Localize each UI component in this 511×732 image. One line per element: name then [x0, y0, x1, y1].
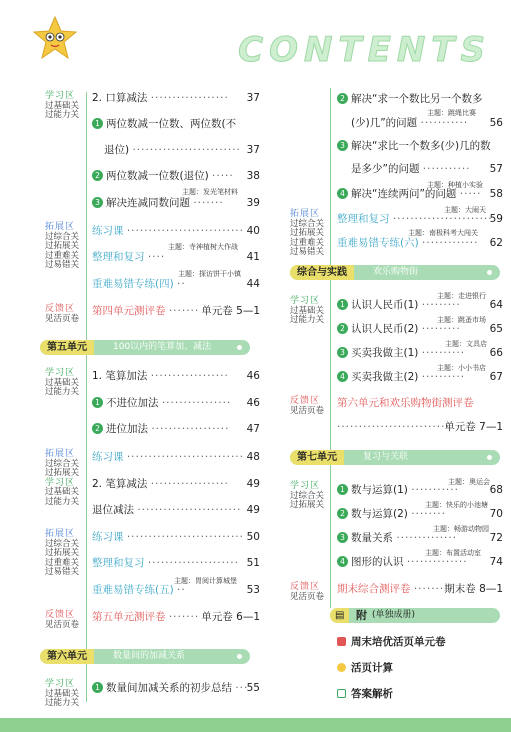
zone-extend: 拓展区 过综合关 过拓展关 过重难关 过易错关 — [45, 529, 80, 577]
theme-note: 主题：文具店 — [445, 340, 487, 348]
appendix-header[interactable]: ▤ 附 (单独成册) — [330, 608, 500, 623]
left-divider — [86, 92, 87, 702]
appendix-item[interactable]: 周末培优活页单元卷 — [337, 636, 503, 648]
theme-note: 主题：种植小实验 — [427, 181, 483, 189]
toc-entry[interactable]: (少)几”的问题 ··········· 56 — [351, 117, 503, 129]
zone-study: 学习区 过综合关 过拓展关 — [290, 481, 325, 510]
toc-entry[interactable]: 3 解决连减同数问题 ······· 39 — [92, 197, 260, 209]
toc-entry[interactable]: 第五单元测评卷 ······· 单元卷 6—1 — [92, 611, 260, 623]
toc-entry[interactable]: 2 两位数减一位数(退位) ····· 38 — [92, 170, 260, 182]
toc-entry[interactable]: 1 数量间加减关系的初步总结 ··· 55 — [92, 682, 260, 694]
zone-extend: 拓展区 过综合关 过拓展关 过重难关 过易错关 — [45, 222, 80, 270]
right-divider — [330, 88, 331, 608]
toc-entry[interactable]: 重难易错专练(五) ·· 53 — [92, 584, 260, 596]
toc-entry[interactable]: 整理和复习 ······················· 59 — [337, 213, 503, 225]
star-mascot-icon — [32, 16, 78, 60]
theme-note: 主题：快乐的小池塘 — [425, 501, 488, 509]
theme-note: 主题：走进银行 — [437, 292, 486, 300]
zone-feedback: 反馈区 见活页卷 — [45, 610, 80, 630]
appendix-item[interactable]: 答案解析 — [337, 688, 503, 700]
zone-study: 学习区 过基础关 过能力关 — [45, 368, 80, 397]
unit-header-7[interactable]: 第七单元 复习与关联 — [290, 450, 500, 465]
theme-note: 主题：探访饼干小镇 — [178, 270, 241, 278]
toc-entry[interactable]: 2 进位加法 ·················· 47 — [92, 423, 260, 435]
zone-feedback: 反馈区 见活页卷 — [290, 396, 325, 416]
theme-note: 主题：小小书店 — [437, 364, 486, 372]
toc-entry[interactable]: 退位) ························· 37 — [104, 144, 260, 156]
toc-entry[interactable]: 2 数与运算(2) ········ 70 — [337, 508, 503, 520]
toc-entry[interactable]: 4 图形的认识 ·············· 74 — [337, 556, 503, 568]
toc-entry[interactable]: 1. 笔算加法 ·················· 46 — [92, 370, 260, 382]
theme-note: 主题：寺神植树大作战 — [168, 243, 238, 251]
toc-entry[interactable]: ·························· 单元卷 7—1 — [337, 421, 503, 433]
toc-entry[interactable]: 练习课 ··························· 48 — [92, 451, 260, 463]
zone-study: 学习区 过基础关 过能力关 — [45, 679, 80, 708]
toc-entry[interactable]: 2. 笔算减法 ·················· 49 — [92, 478, 260, 490]
toc-entry[interactable]: 练习课 ··························· 40 — [92, 225, 260, 237]
toc-entry[interactable]: 重难易错专练(四) ·· 44 — [92, 278, 260, 290]
toc-entry[interactable]: 退位减法 ························ 49 — [92, 504, 260, 516]
theme-note: 主题：发光笔材料 — [182, 188, 238, 196]
toc-entry[interactable]: 2 认识人民币(2) ········· 65 — [337, 323, 503, 335]
appendix-icon: ▤ — [330, 608, 349, 623]
toc-entry[interactable]: 2. 口算减法 ·················· 37 — [92, 92, 260, 104]
theme-note: 主题：畅游动物园 — [433, 525, 489, 533]
toc-entry[interactable]: 3 数量关系 ·············· 72 — [337, 532, 503, 544]
theme-note: 主题：南极科考大闯关 — [408, 229, 478, 237]
toc-entry[interactable]: 3 买卖我做主(1) ·········· 66 — [337, 347, 503, 359]
page-title: CONTENTS — [238, 30, 491, 70]
appendix-item[interactable]: 活页计算 — [337, 662, 503, 674]
theme-note: 主题：胃阅计算城堡 — [174, 577, 237, 585]
theme-note: 主题：奥运会 — [448, 478, 490, 486]
zone-feedback: 反馈区 见活页卷 — [45, 304, 80, 324]
toc-entry[interactable]: 1 两位数减一位数、两位数(不 — [92, 118, 260, 130]
toc-entry[interactable]: 第六单元和欢乐购物街测评卷 — [337, 397, 474, 409]
calendar-icon — [337, 637, 346, 646]
toc-entry[interactable]: 是多少”的问题 ··········· 57 — [351, 163, 503, 175]
theme-note: 主题：跳绳比赛 — [427, 109, 476, 117]
unit-header-5[interactable]: 第五单元 100以内的笔算加、减法 — [40, 340, 250, 355]
toc-entry[interactable]: 2 解决“求一个数比另一个数多 — [337, 93, 503, 105]
toc-entry[interactable]: 重难易错专练(六) ············· 62 — [337, 237, 503, 249]
toc-entry[interactable]: 整理和复习 ···· 41 — [92, 251, 260, 263]
lightbulb-icon — [337, 663, 346, 672]
zone-study: 学习区 过基础关 过能力关 — [45, 91, 80, 120]
bottom-bar — [0, 718, 511, 732]
toc-entry[interactable]: 4 买卖我做主(2) ·········· 67 — [337, 371, 503, 383]
theme-note: 主题：布置活动室 — [425, 549, 481, 557]
toc-entry[interactable]: 4 解决“连续两问”的问题 ····· 58 — [337, 188, 503, 200]
zone-extend: 拓展区 过综合关 过拓展关 过重难关 过易错关 — [290, 209, 325, 257]
toc-entry[interactable]: 期末综合测评卷 ········· 期末卷 8—1 — [337, 583, 503, 595]
toc-entry[interactable]: 练习课 ··························· 50 — [92, 531, 260, 543]
toc-entry[interactable]: 1 数与运算(1) ··········· 68 — [337, 484, 503, 496]
toc-entry[interactable]: 第四单元测评卷 ······· 单元卷 5—1 — [92, 305, 260, 317]
theme-note: 主题：大闹天 — [444, 206, 486, 214]
toc-entry[interactable]: 整理和复习 ····················· 51 — [92, 557, 260, 569]
unit-header-practice[interactable]: 综合与实践 欢乐购物街 — [290, 265, 500, 280]
toc-entry[interactable]: 1 认识人民币(1) ········· 64 — [337, 299, 503, 311]
toc-entry[interactable]: 1 不进位加法 ················ 46 — [92, 397, 260, 409]
checkmark-icon — [337, 689, 346, 698]
theme-note: 主题：跳蚤市场 — [437, 316, 486, 324]
toc-entry[interactable]: 3 解决“求比一个数多(少)几的数 — [337, 140, 503, 152]
zone-study: 学习区 过基础关 过能力关 — [290, 296, 325, 325]
unit-header-6[interactable]: 第六单元 数量间的加减关系 — [40, 649, 250, 664]
zone-feedback: 反馈区 见活页卷 — [290, 582, 325, 602]
zone-extend: 拓展区 过综合关 过拓展关 学习区 过基础关 过能力关 — [45, 449, 80, 507]
